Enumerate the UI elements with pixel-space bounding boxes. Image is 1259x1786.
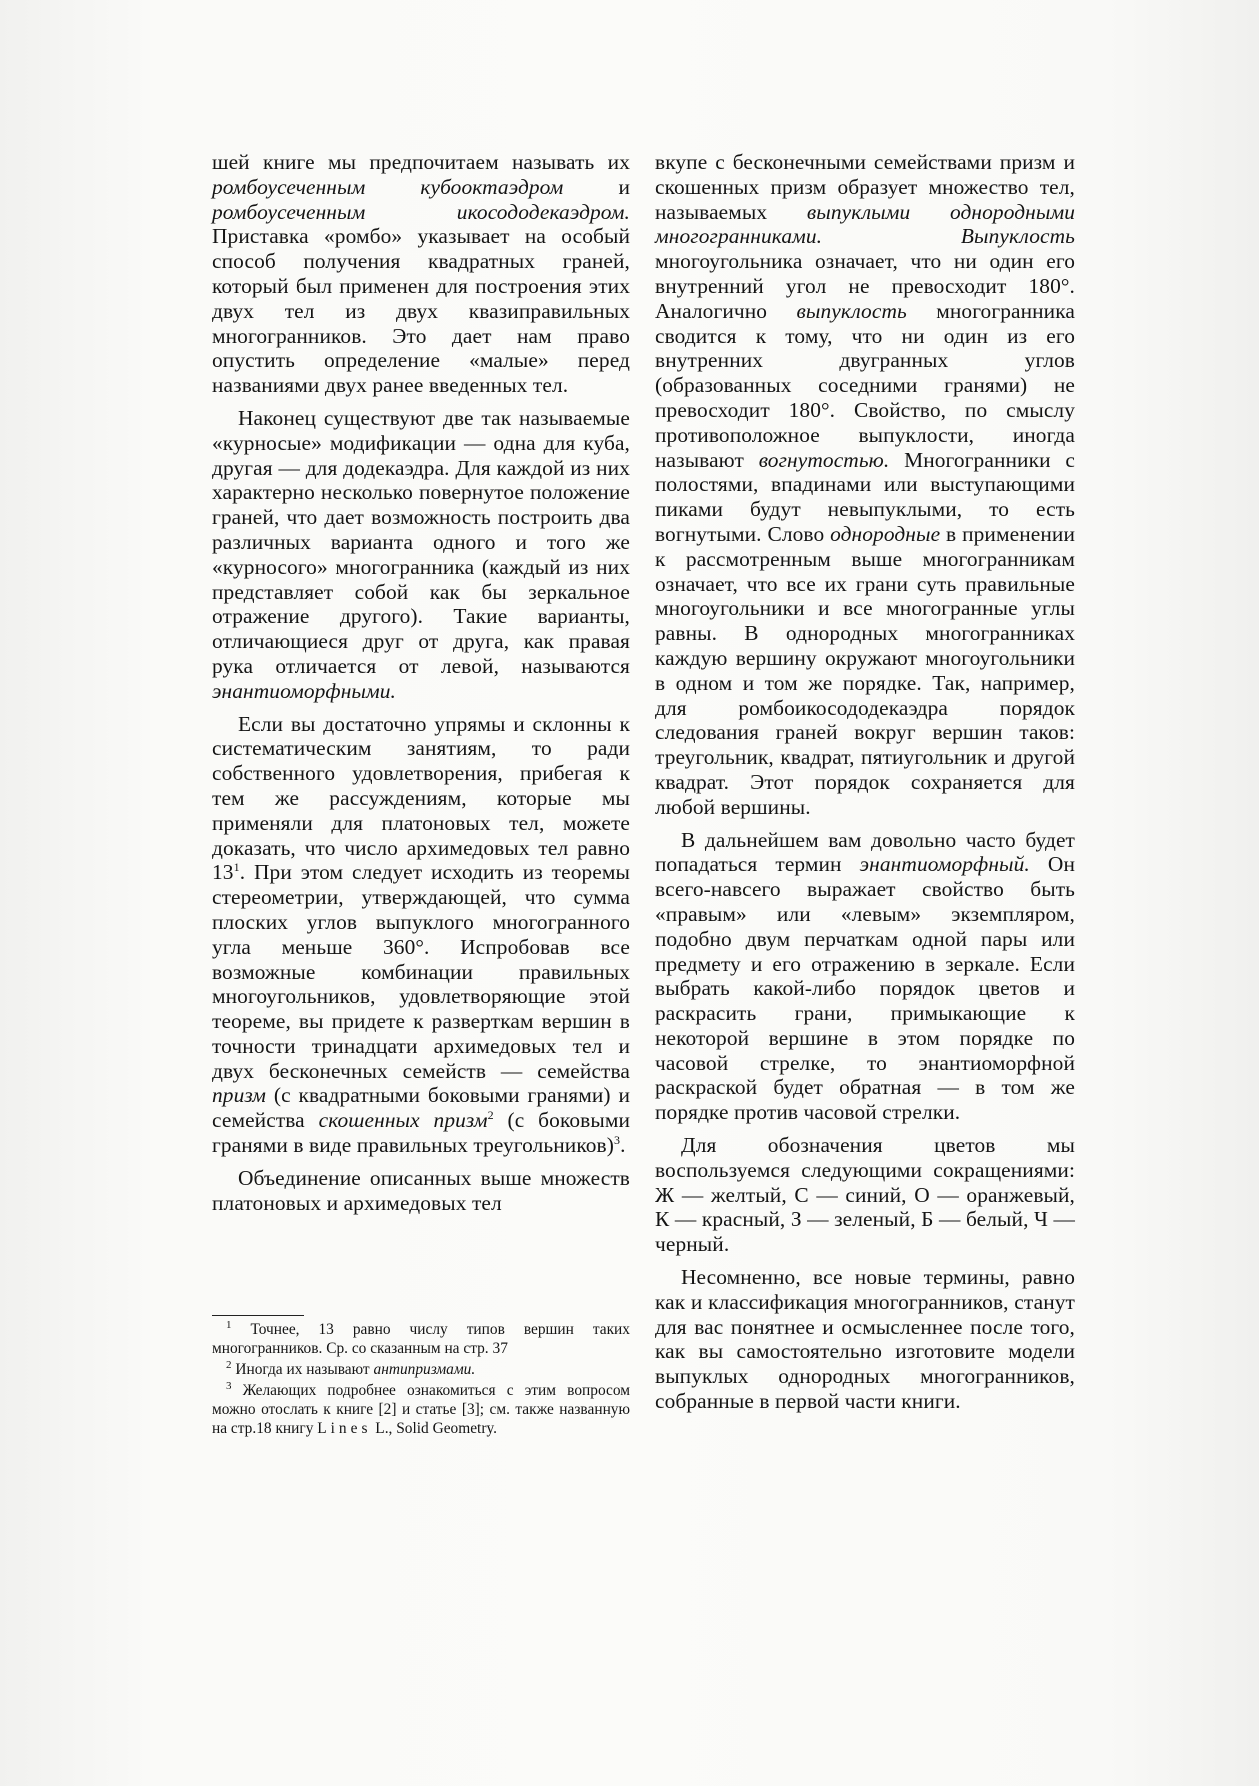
text-run: Многогранники с полостями, впадинами или выступающими пиками будут невыпуклыми, то есть вогнутыми. Слово bbox=[655, 447, 1075, 546]
footnote-ref: 3 bbox=[613, 1133, 621, 1148]
author-name: Lines bbox=[317, 1420, 372, 1437]
italic-term: скошенных призм bbox=[318, 1108, 488, 1133]
paragraph bbox=[655, 1265, 1075, 1414]
italic-term: энантиоморфный. bbox=[859, 852, 1030, 877]
italic-term: энантиоморфными. bbox=[212, 678, 396, 703]
paragraph bbox=[212, 712, 630, 1158]
text-run: многогранника сводится к тому, что ни один из его внутренних двугранных углов (образованных соседними гранями) не превосходит 180°. Свойство, по смыслу противоположное выпуклости, иногда называют bbox=[655, 298, 1075, 472]
italic-term: ромбоусеченным икосододекаэдром. bbox=[212, 199, 630, 224]
paragraph bbox=[655, 1133, 1075, 1257]
footnote-text: Иногда их называют bbox=[235, 1361, 374, 1378]
text-run: Объединение описанных выше множеств платоновых и архимедовых тел bbox=[212, 1165, 630, 1215]
text-run: Приставка «ромбо» указывает на особый способ получения квадратных граней, который был применен для построения этих двух тел из двух квазиправильных многогранников. Это дает нам право опустить определение «малые» перед названиями двух ранее введенных тел. bbox=[212, 224, 630, 398]
footnote-number: 3 bbox=[226, 1380, 232, 1392]
footnote-text: Точнее, 13 равно числу типов вершин таких многогранников. Ср. со сказанным на стр. 37 bbox=[212, 1321, 630, 1357]
italic-term: выпуклость bbox=[796, 298, 907, 323]
text-run: шей книге мы предпочитаем называть их bbox=[212, 150, 630, 174]
paragraph bbox=[655, 150, 1075, 820]
paragraph bbox=[655, 828, 1075, 1126]
text-run: (с боковыми гранями в виде правильных треугольников) bbox=[212, 1108, 631, 1158]
text-run: Если вы достаточно упрямы и склонны к систематическим занятиям, то ради собственного удовлетворения, прибегая к тем же рассуждениям, которые мы применяли для платоновых тел, можете доказать, что число архимедовых тел равно 13 bbox=[212, 711, 630, 885]
text-run: вкупе с бесконечными семействами призм и скошенных призм образует множество тел, называемых bbox=[655, 150, 1075, 224]
text-run: (с квадратными боковыми гранями) и семейства bbox=[212, 1083, 630, 1133]
text-run: . При этом следует исходить из теоремы стереометрии, утверждающей, что сумма плоских углов выпуклого многогранного угла меньше 360°. Испробовав все возможные комбинации правильных многоугольников, удовлетворяющие этой теореме, вы придете к разверткам вершин в точности тринадцати архимедовых тел и двух бесконечных семейств — семейства bbox=[212, 860, 630, 1083]
text-run: и bbox=[563, 174, 630, 199]
left-column bbox=[212, 150, 630, 1223]
text-run: многоугольника означает, что ни один его внутренний угол не превосходит 180°. Аналогично bbox=[655, 249, 1075, 323]
text-run: в применении к рассмотренным выше многогранникам означает, что все их грани суть правильные многоугольники и все многогранные углы равны. В однородных многогранниках каждую вершину окружают многоугольники в одном и том же порядке. Так, например, для ромбоикосододекаэдра порядок следования граней вокруг вершин таков: треугольник, квадрат, пятиугольник и другой квадрат. Этот порядок сохраняется для любой вершины. bbox=[655, 521, 1075, 819]
footnote-text: Желающих подробнее ознакомиться с этим вопросом можно отослать к книге [2] и статье [3]; см. также названную на стр.18 книгу bbox=[212, 1382, 630, 1437]
italic-term: антипризмами. bbox=[373, 1361, 476, 1378]
paragraph bbox=[212, 406, 630, 704]
italic-term: вогнутостью. bbox=[758, 447, 890, 472]
text-run: Наконец существуют две так называемые «курносые» модификации — одна для куба, другая — для додекаэдра. Для каждой из них характерно несколько повернутое положение граней, что дает возможность построить два различных варианта одного и того же «курносого» многогранника (каждый из них представляет собой как бы зеркальное отражение другого). Такие варианты, отличающиеся друг от друга, как правая рука отличается от левой, называются bbox=[212, 405, 630, 678]
text-run: . bbox=[620, 1133, 626, 1158]
footnote-text: L., Solid Geometry. bbox=[371, 1420, 497, 1437]
footnote bbox=[212, 1360, 630, 1379]
footnote-divider bbox=[212, 1315, 304, 1316]
paragraph bbox=[212, 150, 630, 398]
text-run: Для обозначения цветов мы воспользуемся следующими сокращениями: Ж — желтый, С — синий, О — оранжевый, К — красный, З — зеленый, Б — белый, Ч — черный. bbox=[655, 1133, 1075, 1257]
footnote bbox=[212, 1381, 630, 1438]
text-run: Он всего-навсего выражает свойство быть «правым» или «левым» экземпляром, подобно двум перчаткам одной пары или предмету и его отражению в зеркале. Если выбрать какой-либо порядок цветов и раскрасить грани, примыкающие к некоторой вершине в этом порядке по часовой стрелке, то энантиоморфной раскраской будет обратная — в том же порядке против часовой стрелки. bbox=[655, 852, 1076, 1125]
footnotes bbox=[212, 1320, 630, 1440]
italic-term: ромбоусеченным кубооктаэдром bbox=[212, 174, 564, 199]
right-column bbox=[655, 150, 1075, 1422]
italic-term: призм bbox=[212, 1083, 267, 1108]
footnote-number: 1 bbox=[226, 1319, 232, 1331]
paragraph bbox=[212, 1166, 630, 1216]
italic-term: однородные bbox=[830, 521, 941, 546]
footnote-ref: 1 bbox=[233, 860, 240, 875]
italic-term: выпуклыми однородными многогранниками. Выпуклость bbox=[655, 199, 1076, 249]
text-run: Несомненно, все новые термины, равно как и классификация многогранников, станут для вас понятнее и осмысленнее после того, как вы самостоятельно изготовите модели выпуклых однородных многогранников, собранные в первой части книги. bbox=[655, 1265, 1075, 1414]
footnote bbox=[212, 1320, 630, 1358]
text-run: В дальнейшем вам довольно часто будет попадаться термин bbox=[655, 827, 1075, 877]
footnote-ref: 2 bbox=[487, 1108, 494, 1123]
footnote-number: 2 bbox=[226, 1359, 232, 1371]
